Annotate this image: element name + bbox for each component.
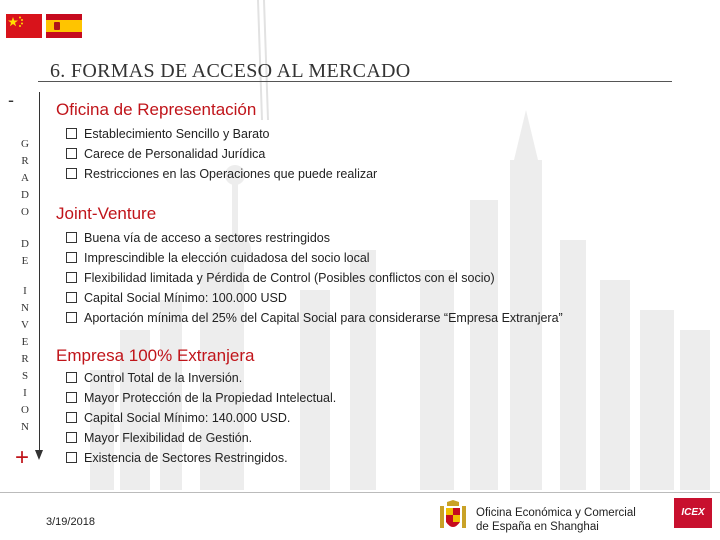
section-list-empresa-extranjera (66, 368, 336, 468)
axis-letter: R (21, 155, 29, 167)
footer-org-line1: Oficina Económica y Comercial (476, 507, 636, 519)
list-item: Mayor Protección de la Propiedad Intelectual. (66, 388, 336, 408)
list-item: Capital Social Mínimo: 140.000 USD. (66, 408, 336, 428)
list-item: Imprescindible la elección cuidadosa del socio local (66, 248, 563, 268)
footer-date: 3/19/2018 (46, 516, 95, 528)
section-heading-oficina: Oficina de Representación (56, 100, 257, 119)
spain-coat-of-arms-icon (438, 500, 468, 534)
axis-letter: O (21, 206, 29, 218)
icex-logo (674, 498, 712, 528)
checkbox-bullet-icon (66, 252, 77, 263)
axis-letter: V (21, 319, 29, 331)
list-item: Aportación mínima del 25% del Capital Social para considerarse “Empresa Extranjera” (66, 308, 563, 328)
checkbox-bullet-icon (66, 128, 77, 139)
section-heading-joint-venture: Joint-Venture (56, 204, 157, 223)
axis-letter: I (23, 285, 27, 297)
axis-letter: E (21, 336, 29, 348)
list-item: Flexibilidad limitada y Pérdida de Control (Posibles conflictos con el socio) (66, 268, 563, 288)
axis-letter: E (21, 255, 29, 267)
axis-letter: D (21, 189, 29, 201)
footer-divider (0, 492, 720, 493)
axis-letter: D (21, 238, 29, 250)
checkbox-bullet-icon (66, 148, 77, 159)
investment-axis-line (39, 92, 40, 450)
page-title: 6. FORMAS DE ACCESO AL MERCADO (50, 60, 411, 82)
checkbox-bullet-icon (66, 372, 77, 383)
axis-minus-symbol: - (8, 90, 14, 110)
section-list-joint-venture (66, 228, 563, 328)
checkbox-bullet-icon (66, 272, 77, 283)
checkbox-bullet-icon (66, 232, 77, 243)
icex-logo-text: ICEX (681, 507, 705, 518)
axis-arrow-icon (35, 450, 43, 460)
footer-org-line2: de España en Shanghai (476, 521, 599, 533)
footer-organization (476, 506, 636, 534)
list-item: Establecimiento Sencillo y Barato (66, 124, 377, 144)
axis-letter: O (21, 404, 29, 416)
checkbox-bullet-icon (66, 412, 77, 423)
list-item: Carece de Personalidad Jurídica (66, 144, 377, 164)
axis-letter: N (21, 302, 29, 314)
spain-flag-icon (46, 14, 82, 38)
checkbox-bullet-icon (66, 432, 77, 443)
checkbox-bullet-icon (66, 452, 77, 463)
list-item: Existencia de Sectores Restringidos. (66, 448, 336, 468)
list-item: Capital Social Mínimo: 100.000 USD (66, 288, 563, 308)
axis-letter: S (21, 370, 29, 382)
axis-plus-symbol: + (15, 444, 30, 471)
section-list-oficina (66, 124, 377, 184)
axis-letter: A (21, 172, 29, 184)
axis-letter: I (23, 387, 27, 399)
list-item: Control Total de la Inversión. (66, 368, 336, 388)
axis-letter: R (21, 353, 29, 365)
axis-letter: N (21, 421, 29, 433)
list-item: Buena vía de acceso a sectores restringidos (66, 228, 563, 248)
axis-letter: G (21, 138, 29, 150)
checkbox-bullet-icon (66, 312, 77, 323)
china-flag-icon (6, 14, 42, 38)
checkbox-bullet-icon (66, 292, 77, 303)
section-heading-empresa-extranjera: Empresa 100% Extranjera (56, 346, 255, 365)
list-item: Mayor Flexibilidad de Gestión. (66, 428, 336, 448)
checkbox-bullet-icon (66, 168, 77, 179)
list-item: Restricciones en las Operaciones que puede realizar (66, 164, 377, 184)
checkbox-bullet-icon (66, 392, 77, 403)
title-underline (38, 81, 672, 82)
